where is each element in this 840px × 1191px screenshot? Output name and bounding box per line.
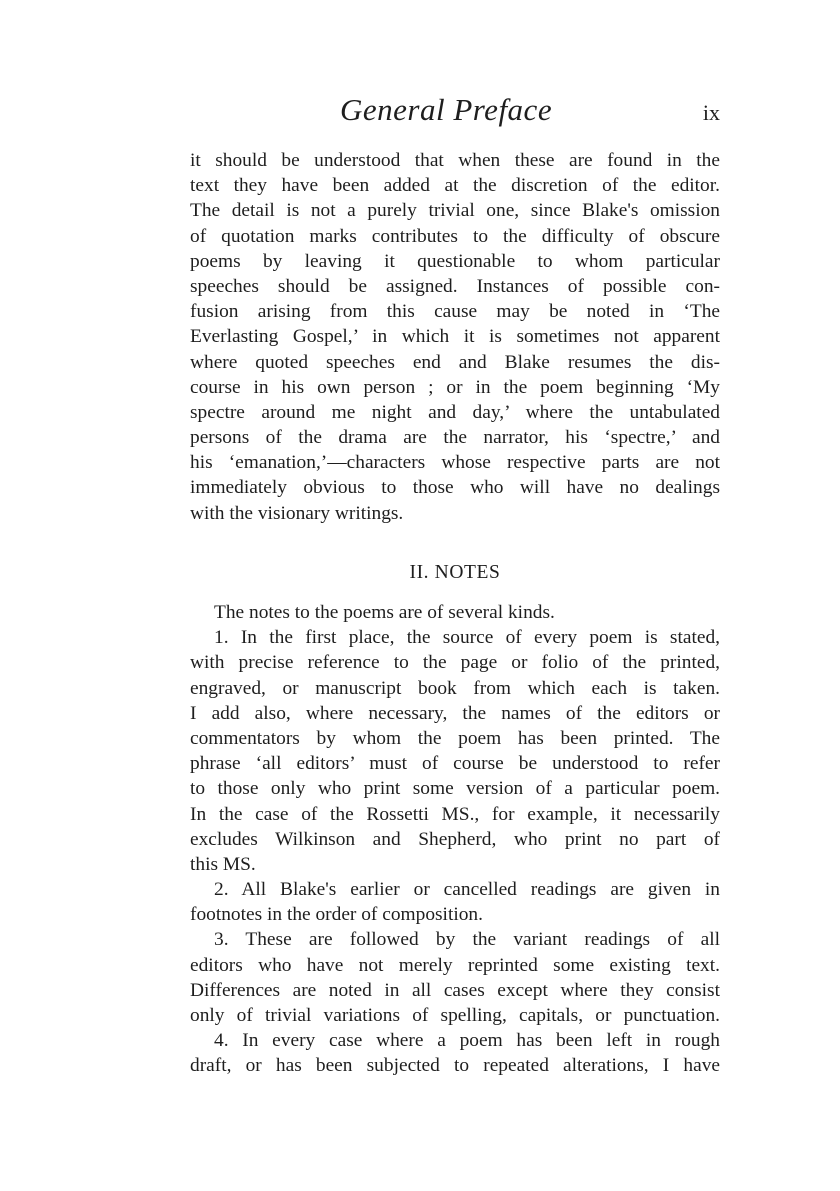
section-heading: II. NOTES bbox=[409, 562, 501, 583]
text-line: Everlasting Gospel,’ in which it is sometimes not apparent bbox=[190, 326, 720, 348]
text-line: spectre around me night and day,’ where the untabulated bbox=[190, 401, 720, 423]
note-item-1-line: phrase ‘all editors’ must of course be understood to refer bbox=[190, 753, 720, 775]
note-item-3-line: only of trivial variations of spelling, capitals, or punctuation. bbox=[190, 1005, 720, 1026]
note-item-1-line: engraved, or manuscript book from which each is taken. bbox=[190, 677, 720, 699]
note-item-1-line: 1. In the first place, the source of every poem is stated, bbox=[214, 627, 720, 649]
note-item-4-line: draft, or has been subjected to repeated alterations, I have bbox=[190, 1055, 720, 1077]
note-item-1-line: In the case of the Rossetti MS., for example, it necessarily bbox=[190, 803, 720, 825]
text-line: The detail is not a purely trivial one, since Blake's omission bbox=[190, 200, 720, 222]
note-item-1-line: excludes Wilkinson and Shepherd, who print no part of bbox=[190, 828, 720, 850]
note-item-1-line: to those only who print some version of a particular poem. bbox=[190, 778, 720, 800]
text-line: course in his own person ; or in the poem beginning ‘My bbox=[190, 376, 720, 398]
note-item-3-line: editors who have not merely reprinted some existing text. bbox=[190, 954, 720, 976]
notes-intro: The notes to the poems are of several kinds. bbox=[214, 602, 555, 623]
text-line: speeches should be assigned. Instances of possible con- bbox=[190, 275, 720, 297]
page-header bbox=[190, 92, 720, 142]
continued-paragraph bbox=[190, 148, 720, 526]
text-line: his ‘emanation,’—characters whose respective parts are not bbox=[190, 452, 720, 474]
text-line: fusion arising from this cause may be noted in ‘The bbox=[190, 301, 720, 323]
note-item-1-line: commentators by whom the poem has been printed. The bbox=[190, 727, 720, 749]
page-number: ix bbox=[702, 100, 720, 125]
note-item-1-line: this MS. bbox=[190, 853, 256, 875]
note-item-4-line: 4. In every case where a poem has been left in rough bbox=[214, 1030, 720, 1052]
note-item-3-line: 3. These are followed by the variant readings of all bbox=[214, 929, 720, 951]
note-item-2-line: footnotes in the order of composition. bbox=[190, 904, 483, 926]
text-line: it should be understood that when these are found in the bbox=[190, 150, 720, 171]
running-title: General Preface bbox=[340, 92, 553, 127]
text-line: where quoted speeches end and Blake resumes the dis- bbox=[190, 351, 720, 373]
text-line: text they have been added at the discretion of the editor. bbox=[190, 175, 720, 197]
text-line: with the visionary writings. bbox=[190, 502, 404, 524]
note-item-1-line: with precise reference to the page or folio of the printed, bbox=[190, 652, 720, 674]
text-line: immediately obvious to those who will have no dealings bbox=[190, 477, 720, 499]
text-line: poems by leaving it questionable to whom particular bbox=[190, 250, 720, 272]
text-line: of quotation marks contributes to the difficulty of obscure bbox=[190, 225, 720, 247]
text-line: persons of the drama are the narrator, his ‘spectre,’ and bbox=[190, 427, 720, 449]
note-item-3-line: Differences are noted in all cases except where they consist bbox=[190, 979, 720, 1001]
note-item-1-line: I add also, where necessary, the names of the editors or bbox=[190, 702, 720, 724]
notes-section bbox=[190, 600, 720, 1079]
note-item-2-line: 2. All Blake's earlier or cancelled readings are given in bbox=[214, 879, 720, 901]
